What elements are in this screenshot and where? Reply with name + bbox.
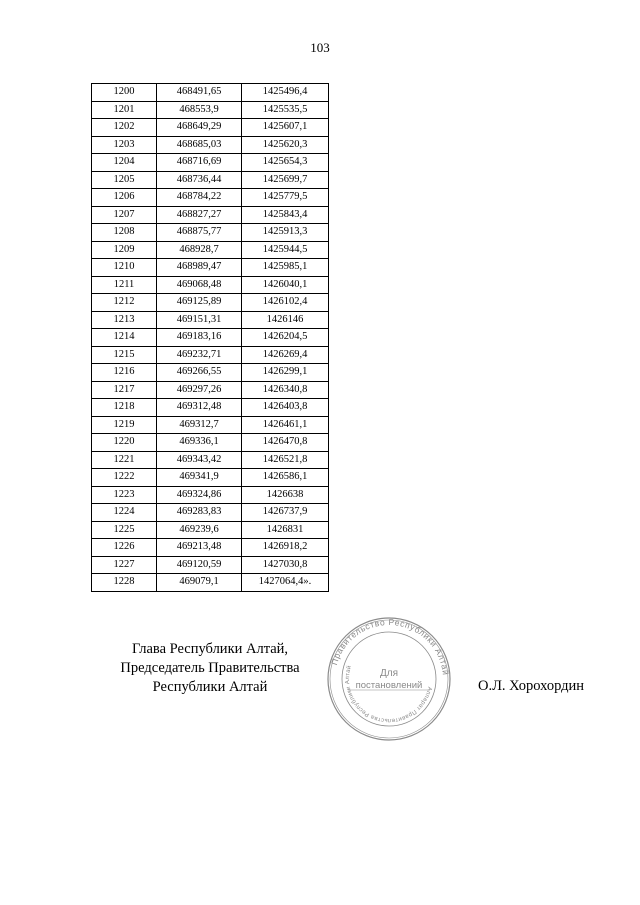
point-number-cell: 1216 xyxy=(92,364,157,382)
table-row xyxy=(92,259,329,277)
point-number-cell: 1217 xyxy=(92,381,157,399)
x-coordinate-cell: 468649,29 xyxy=(157,119,242,137)
table-row xyxy=(92,136,329,154)
x-coordinate-cell: 468553,9 xyxy=(157,101,242,119)
y-coordinate-cell: 1426403,8 xyxy=(242,399,329,417)
table-row xyxy=(92,434,329,452)
point-number-cell: 1204 xyxy=(92,154,157,172)
point-number-cell: 1224 xyxy=(92,504,157,522)
table-row xyxy=(92,521,329,539)
x-coordinate-cell: 469312,48 xyxy=(157,399,242,417)
y-coordinate-cell: 1426040,1 xyxy=(242,276,329,294)
x-coordinate-cell: 468989,47 xyxy=(157,259,242,277)
x-coordinate-cell: 469239,6 xyxy=(157,521,242,539)
coordinates-table-body xyxy=(92,84,329,592)
x-coordinate-cell: 468784,22 xyxy=(157,189,242,207)
y-coordinate-cell: 1426102,4 xyxy=(242,294,329,312)
table-row xyxy=(92,84,329,102)
y-coordinate-cell: 1425496,4 xyxy=(242,84,329,102)
point-number-cell: 1226 xyxy=(92,539,157,557)
seal-inner-textpath: Аппарат Правительства Республики Алтай xyxy=(344,664,433,724)
point-number-cell: 1222 xyxy=(92,469,157,487)
table-row xyxy=(92,154,329,172)
point-number-cell: 1227 xyxy=(92,556,157,574)
x-coordinate-cell: 468716,69 xyxy=(157,154,242,172)
x-coordinate-cell: 468827,27 xyxy=(157,206,242,224)
table-row xyxy=(92,224,329,242)
y-coordinate-cell: 1426638 xyxy=(242,486,329,504)
table-row xyxy=(92,416,329,434)
point-number-cell: 1201 xyxy=(92,101,157,119)
point-number-cell: 1228 xyxy=(92,574,157,592)
y-coordinate-cell: 1427030,8 xyxy=(242,556,329,574)
point-number-cell: 1209 xyxy=(92,241,157,259)
table-row xyxy=(92,504,329,522)
y-coordinate-cell: 1425944,5 xyxy=(242,241,329,259)
y-coordinate-cell: 1425535,5 xyxy=(242,101,329,119)
y-coordinate-cell: 1426269,4 xyxy=(242,346,329,364)
x-coordinate-cell: 469125,89 xyxy=(157,294,242,312)
table-row xyxy=(92,539,329,557)
x-coordinate-cell: 469232,71 xyxy=(157,346,242,364)
seal-center-line-1: Для xyxy=(379,668,399,679)
point-number-cell: 1206 xyxy=(92,189,157,207)
table-row xyxy=(92,574,329,592)
table-row xyxy=(92,206,329,224)
point-number-cell: 1210 xyxy=(92,259,157,277)
y-coordinate-cell: 1426461,1 xyxy=(242,416,329,434)
x-coordinate-cell: 468491,65 xyxy=(157,84,242,102)
signatory-position xyxy=(90,640,330,697)
y-coordinate-cell: 1425779,5 xyxy=(242,189,329,207)
table-row xyxy=(92,294,329,312)
table-row xyxy=(92,381,329,399)
table-row xyxy=(92,311,329,329)
x-coordinate-cell: 469324,86 xyxy=(157,486,242,504)
y-coordinate-cell: 1425699,7 xyxy=(242,171,329,189)
x-coordinate-cell: 469343,42 xyxy=(157,451,242,469)
official-seal xyxy=(326,616,452,742)
point-number-cell: 1223 xyxy=(92,486,157,504)
table-row xyxy=(92,241,329,259)
seal-outer-textpath: Правительство Республики Алтай xyxy=(328,616,451,676)
table-row xyxy=(92,171,329,189)
point-number-cell: 1205 xyxy=(92,171,157,189)
point-number-cell: 1215 xyxy=(92,346,157,364)
position-line: Глава Республики Алтай, xyxy=(131,641,289,657)
x-coordinate-cell: 468736,44 xyxy=(157,171,242,189)
table-row xyxy=(92,399,329,417)
x-coordinate-cell: 468928,7 xyxy=(157,241,242,259)
y-coordinate-cell: 1425654,3 xyxy=(242,154,329,172)
table-row xyxy=(92,469,329,487)
x-coordinate-cell: 469213,48 xyxy=(157,539,242,557)
y-coordinate-cell: 1425985,1 xyxy=(242,259,329,277)
point-number-cell: 1214 xyxy=(92,329,157,347)
y-coordinate-cell: 1426470,8 xyxy=(242,434,329,452)
point-number-cell: 1212 xyxy=(92,294,157,312)
table-row xyxy=(92,189,329,207)
x-coordinate-cell: 469283,83 xyxy=(157,504,242,522)
y-coordinate-cell: 1425913,3 xyxy=(242,224,329,242)
y-coordinate-cell: 1426146 xyxy=(242,311,329,329)
point-number-cell: 1207 xyxy=(92,206,157,224)
y-coordinate-cell: 1426918,2 xyxy=(242,539,329,557)
point-number-cell: 1213 xyxy=(92,311,157,329)
y-coordinate-cell: 1425843,4 xyxy=(242,206,329,224)
point-number-cell: 1211 xyxy=(92,276,157,294)
table-row xyxy=(92,119,329,137)
x-coordinate-cell: 469312,7 xyxy=(157,416,242,434)
point-number-cell: 1203 xyxy=(92,136,157,154)
page-number: 103 xyxy=(310,40,330,55)
x-coordinate-cell: 469079,1 xyxy=(157,574,242,592)
point-number-cell: 1220 xyxy=(92,434,157,452)
point-number-cell: 1219 xyxy=(92,416,157,434)
x-coordinate-cell: 469151,31 xyxy=(157,311,242,329)
point-number-cell: 1200 xyxy=(92,84,157,102)
point-number-cell: 1221 xyxy=(92,451,157,469)
y-coordinate-cell: 1426586,1 xyxy=(242,469,329,487)
x-coordinate-cell: 468875,77 xyxy=(157,224,242,242)
point-number-cell: 1208 xyxy=(92,224,157,242)
seal-inner-ring xyxy=(342,632,436,726)
position-line: Республики Алтай xyxy=(152,679,268,695)
y-coordinate-cell: 1425607,1 xyxy=(242,119,329,137)
y-coordinate-cell: 1426521,8 xyxy=(242,451,329,469)
x-coordinate-cell: 469336,1 xyxy=(157,434,242,452)
y-coordinate-cell: 1426340,8 xyxy=(242,381,329,399)
y-coordinate-cell: 1426831 xyxy=(242,521,329,539)
table-row xyxy=(92,276,329,294)
x-coordinate-cell: 469341,9 xyxy=(157,469,242,487)
x-coordinate-cell: 468685,03 xyxy=(157,136,242,154)
x-coordinate-cell: 469183,16 xyxy=(157,329,242,347)
y-coordinate-cell: 1426299,1 xyxy=(242,364,329,382)
table-row xyxy=(92,346,329,364)
table-row xyxy=(92,101,329,119)
table-row xyxy=(92,556,329,574)
table-row xyxy=(92,364,329,382)
point-number-cell: 1218 xyxy=(92,399,157,417)
coordinates-table xyxy=(91,83,329,592)
y-coordinate-cell: 1426737,9 xyxy=(242,504,329,522)
x-coordinate-cell: 469297,26 xyxy=(157,381,242,399)
seal-center-line-2: постановлений xyxy=(355,680,423,691)
table-row xyxy=(92,451,329,469)
table-row xyxy=(92,486,329,504)
signer-name: О.Л. Хорохордин xyxy=(478,678,585,694)
x-coordinate-cell: 469068,48 xyxy=(157,276,242,294)
position-line: Председатель Правительства xyxy=(120,660,300,676)
y-coordinate-cell: 1426204,5 xyxy=(242,329,329,347)
table-row xyxy=(92,329,329,347)
point-number-cell: 1225 xyxy=(92,521,157,539)
x-coordinate-cell: 469120,59 xyxy=(157,556,242,574)
point-number-cell: 1202 xyxy=(92,119,157,137)
y-coordinate-cell: 1425620,3 xyxy=(242,136,329,154)
y-coordinate-cell: 1427064,4». xyxy=(242,574,329,592)
x-coordinate-cell: 469266,55 xyxy=(157,364,242,382)
